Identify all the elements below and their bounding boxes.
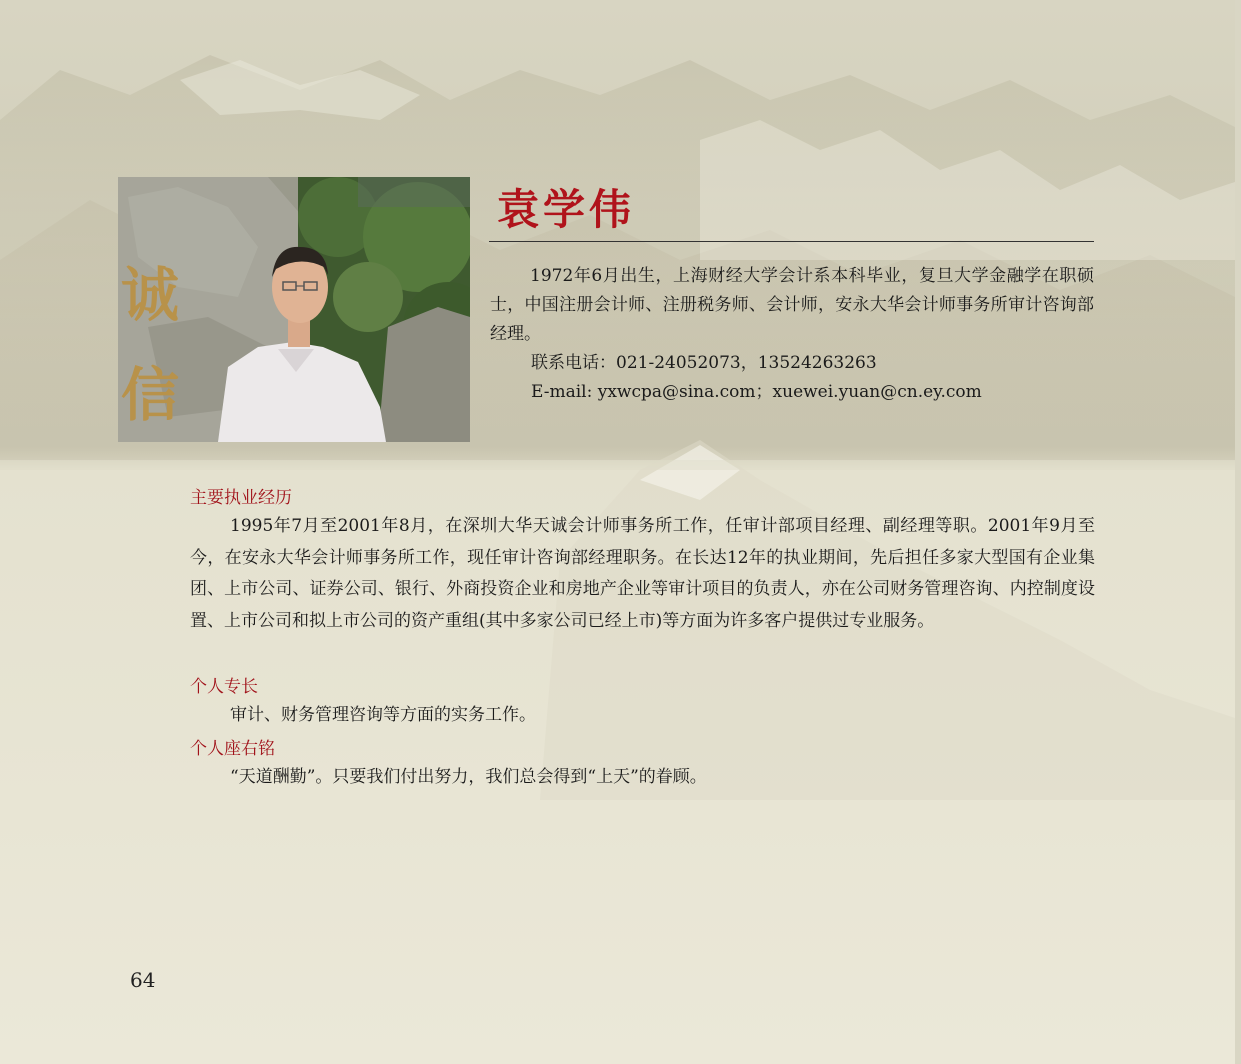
portrait-photo	[118, 177, 470, 442]
title-divider	[489, 241, 1094, 242]
intro-paragraph: 1972年6月出生，上海财经大学会计系本科毕业，复旦大学金融学在职硕士，中国注册会计师、注册税务师、会计师，安永大华会计师事务所审计咨询部经理。	[490, 266, 1094, 344]
section-body-experience: 1995年7月至2001年8月，在深圳大华天诚会计师事务所工作，任审计部项目经理、副经理等职。2001年9月至今，在安永大华会计师事务所工作，现任审计咨询部经理职务。在长达12年的执业期间，先后担任多家大型国有企业集团、上市公司、证券公司、银行、外商投资企业和房地产企业等审计项目的负责人，亦在公司财务管理咨询、内控制度设置、上市公司和拟上市公司的资产重组(其中多家公司已经上市)等方面为许多客户提供过专业服务。	[190, 516, 1095, 631]
section-experience	[190, 485, 1095, 637]
section-heading-motto: 个人座右铭	[190, 739, 275, 759]
page-edge	[1235, 0, 1241, 1064]
page-number: 64	[130, 968, 156, 992]
person-name: 袁学伟	[497, 185, 636, 234]
stone-character-xin: 信	[121, 361, 180, 429]
section-body-motto: “天道酬勤”。只要我们付出努力，我们总会得到“上天”的眷顾。	[230, 767, 707, 787]
section-body-specialty: 审计、财务管理咨询等方面的实务工作。	[230, 705, 536, 725]
stone-character-cheng: 诚	[121, 261, 180, 329]
section-heading-experience: 主要执业经历	[190, 488, 292, 508]
profile-intro	[490, 262, 1094, 407]
email-line: E-mail: yxwcpa@sina.com；xuewei.yuan@cn.ey.com	[531, 382, 982, 402]
section-specialty	[190, 674, 1095, 732]
section-motto	[190, 736, 1095, 794]
phone-line: 联系电话：021-24052073，13524263263	[531, 353, 877, 373]
portrait-illustration	[118, 177, 470, 442]
section-heading-specialty: 个人专长	[190, 677, 258, 697]
